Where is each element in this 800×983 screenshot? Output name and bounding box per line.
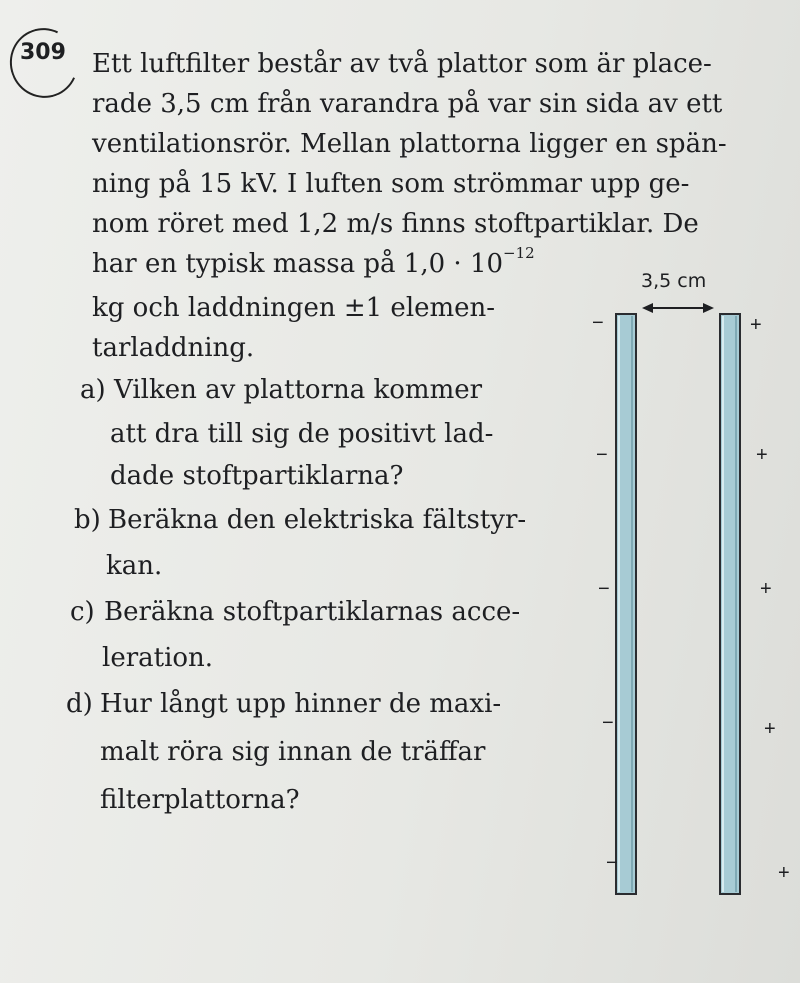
plus-sign: + [760, 578, 772, 600]
question-b-label: b) [74, 505, 101, 535]
intro-line-6: har en typisk massa på $1,0 \cdot 10^{-12}$ [92, 244, 535, 279]
question-d-line-1: Hur långt upp hinner de maxi- [100, 689, 502, 719]
intro-line-5: nom röret med 1,2 m/s finns stoftpartiklar. De [92, 209, 699, 239]
intro-line-2: rade 3,5 cm från varandra på var sin sida av ett [92, 89, 723, 119]
question-a-line-2: att dra till sig de positivt lad- [110, 419, 494, 449]
question-b-line-2: kan. [106, 551, 163, 581]
question-d-line-2: malt röra sig innan de träffar [100, 737, 486, 767]
question-c-label: c) [70, 597, 95, 627]
mass-exponent: −12 [503, 244, 535, 263]
minus-sign: − [592, 312, 604, 334]
question-c-line-2: leration. [102, 643, 214, 673]
question-b-line-1: Beräkna den elektriska fältstyr- [108, 505, 527, 535]
minus-sign: − [602, 712, 614, 734]
question-a-line-1: Vilken av plattorna kommer [114, 375, 483, 405]
intro-line-3: ventilationsrör. Mellan plattorna ligger en spän- [92, 129, 727, 159]
plus-sign: + [756, 444, 768, 466]
minus-sign: − [606, 852, 618, 874]
question-a-label: a) [80, 375, 106, 405]
question-d-line-3: filterplattorna? [100, 785, 300, 815]
intro-line-4: ning på 15 kV. I luften som strömmar upp ge- [92, 169, 690, 199]
plus-sign: + [764, 718, 776, 740]
plus-sign: + [750, 314, 762, 336]
distance-label: 3,5 cm [641, 270, 707, 292]
dimension-arrow [642, 303, 714, 313]
question-c-line-1: Beräkna stoftpartiklarnas acce- [104, 597, 521, 627]
intro-line-7: kg och laddningen ±1 elemen- [92, 293, 496, 323]
intro-line-1: Ett luftfilter består av två plattor som är place- [92, 49, 712, 79]
minus-sign: − [598, 578, 610, 600]
question-d-label: d) [66, 689, 93, 719]
plus-sign: + [778, 862, 790, 884]
question-a-line-3: dade stoftpartiklarna? [110, 461, 404, 491]
minus-sign: − [596, 444, 608, 466]
intro-line-8: tarladdning. [92, 333, 255, 363]
problem-number: 309 [20, 40, 66, 65]
